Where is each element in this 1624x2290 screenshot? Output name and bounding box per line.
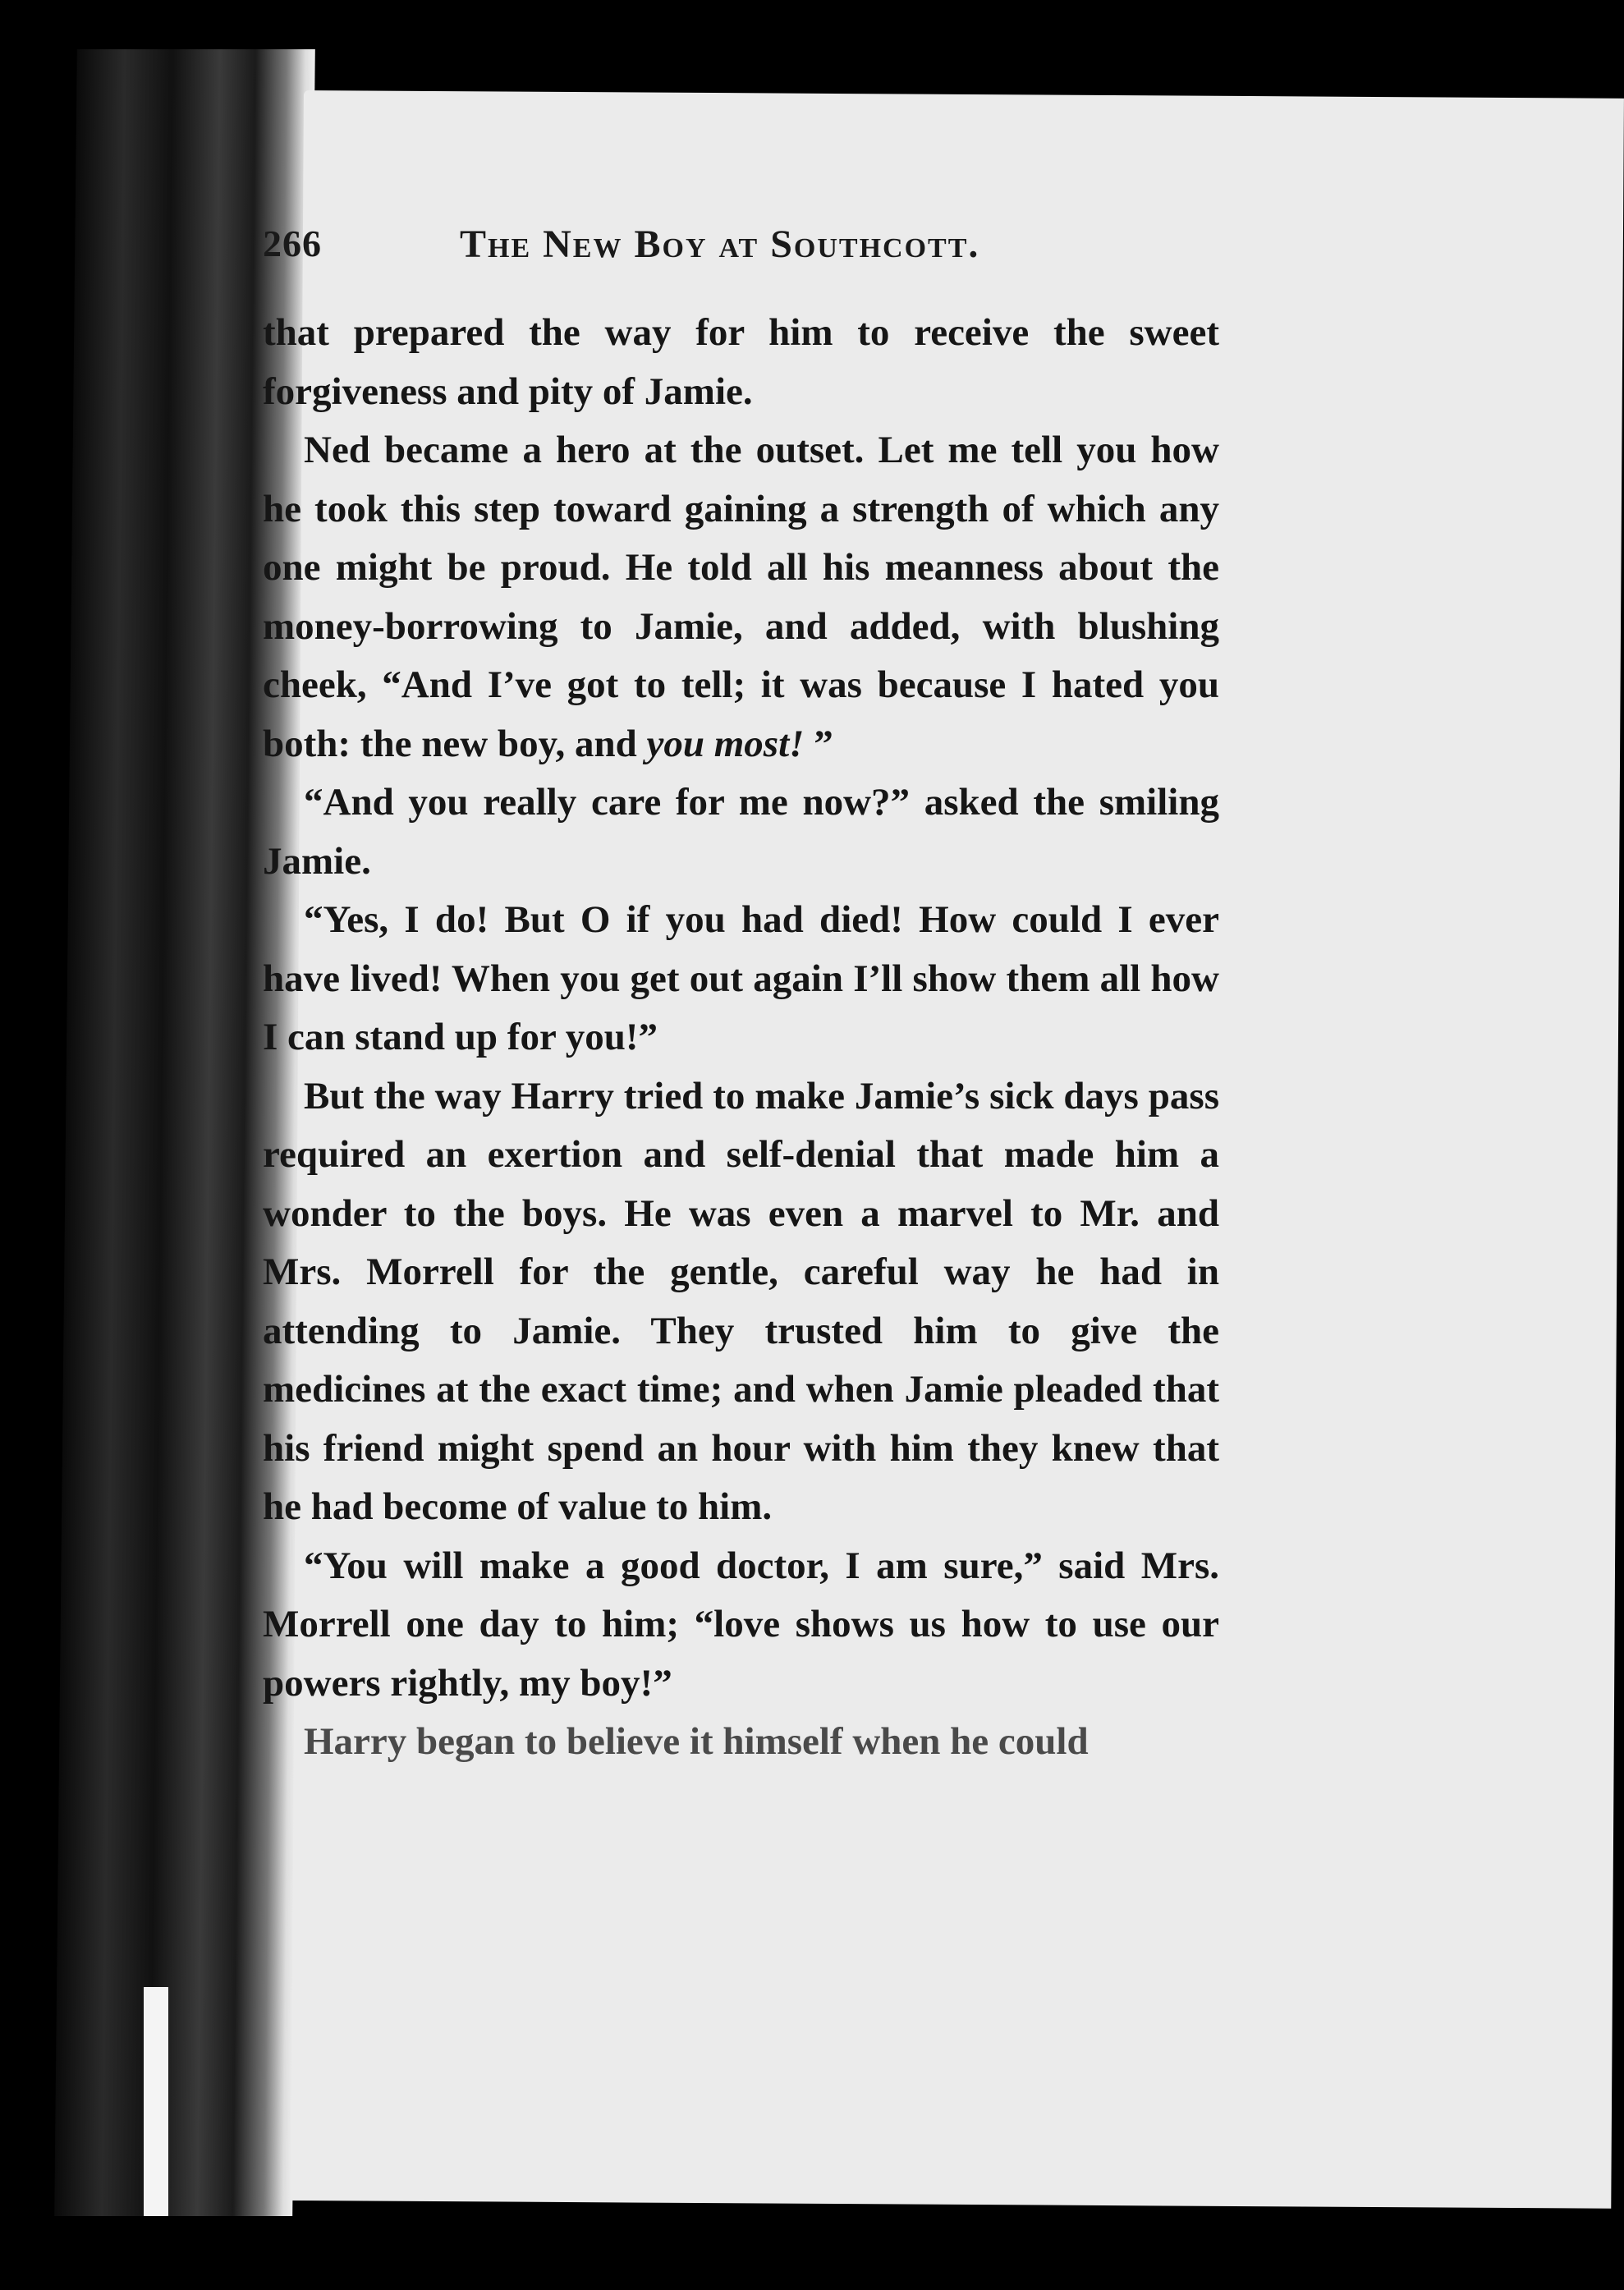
paragraph-5: But the way Harry tried to make Jamie’s sick days pass required an exertion and self-denial that made him a wonder to the boys. He was even a marvel to Mr. and Mrs. Morrell for the gentle, careful way he had in attending to Jamie. They trusted him to give the medicines at the exact time; and when Jamie pleaded that his friend might spend an hour with him they knew that he had become of value to him.: [263, 1074, 1219, 1528]
paragraph-2-emphasis: you most!: [646, 722, 805, 765]
paragraph-2-end: ”: [804, 722, 833, 765]
paragraph-3: “And you really care for me now?” asked the smiling Jamie.: [263, 781, 1219, 883]
body-text: [263, 304, 1219, 1772]
page-number: 266: [263, 223, 322, 264]
page-edge: [144, 1987, 168, 2233]
paragraph-2-text: Ned became a hero at the outset. Let me tell you how he took this step toward gaining a strength of which any one might be proud. He told all his meanness about the money-borrowing to Jamie, and added, with blushing cheek, “And I’ve got to tell; it was because I hated you both: the new boy, and: [263, 429, 1219, 765]
paragraph-2: [263, 421, 1219, 773]
paragraph-6: “You will make a good doctor, I am sure,” said Mrs. Morrell one day to him; “love shows us how to use our powers rightly, my boy!”: [263, 1544, 1219, 1705]
paragraph-4: “Yes, I do! But O if you had died! How could I ever have lived! When you get out again I’ll show them all how I can stand up for you!”: [263, 898, 1219, 1058]
paragraph-1: that prepared the way for him to receive the sweet forgiveness and pity of Jamie.: [263, 311, 1219, 413]
bottom-shadow: [0, 2216, 1624, 2290]
paragraph-7: Harry began to believe it himself when he could: [304, 1720, 1089, 1763]
running-title: The New Boy at Southcott.: [460, 223, 980, 266]
page-header: [263, 222, 1330, 296]
